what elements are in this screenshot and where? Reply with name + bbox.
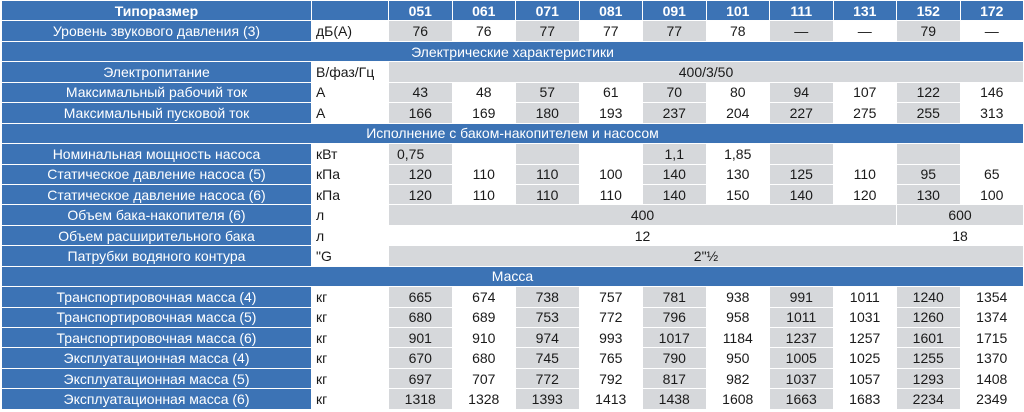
table-cell: 100 [579,164,643,184]
table-cell: 772 [579,307,643,327]
table-cell: 974 [516,328,580,348]
table-cell [770,144,834,164]
table-cell: 781 [643,287,707,307]
table-cell [579,144,643,164]
table-cell: 1057 [833,368,897,388]
model-051: 051 [389,1,453,21]
row-unit: л [312,225,389,245]
table-cell: 275 [833,103,897,123]
row-pump-pressure-5 [2,164,1024,184]
table-cell: 1663 [770,389,834,409]
table-cell: 600 [897,205,1024,225]
table-cell: 1,85 [706,144,770,164]
model-061: 061 [452,1,516,21]
row-label: Статическое давление насоса (5) [2,164,312,184]
table-cell: 796 [643,307,707,327]
table-cell: 689 [452,307,516,327]
table-cell: 57 [516,82,580,102]
table-cell [833,144,897,164]
table-cell: 400/3/50 [389,62,1024,82]
table-cell: 76 [452,21,516,41]
table-cell: 1601 [897,328,961,348]
table-cell: 79 [897,21,961,41]
row-unit: л [312,205,389,225]
table-cell: 950 [706,348,770,368]
table-cell: 1260 [897,307,961,327]
table-cell: 901 [389,328,453,348]
row-label: Электропитание [2,62,312,82]
table-cell: 169 [452,103,516,123]
table-cell: 1393 [516,389,580,409]
row-expansion-volume [2,225,1024,245]
table-cell: 100 [960,184,1024,204]
row-unit: кг [312,328,389,348]
table-cell: 1031 [833,307,897,327]
table-cell: 110 [516,184,580,204]
table-cell: 1037 [770,368,834,388]
table-cell: 400 [389,205,897,225]
table-cell: 1293 [897,368,961,388]
row-operating-4 [2,348,1024,368]
row-operating-5 [2,368,1024,388]
table-cell: 753 [516,307,580,327]
table-cell: 1257 [833,328,897,348]
row-unit: кг [312,287,389,307]
table-cell [960,144,1024,164]
row-operating-6 [2,389,1024,409]
table-cell [516,144,580,164]
table-cell: 70 [643,82,707,102]
table-cell: 140 [643,184,707,204]
row-unit: дБ(А) [312,21,389,41]
table-cell: 765 [579,348,643,368]
row-unit: кг [312,307,389,327]
table-cell: 1005 [770,348,834,368]
table-cell: 817 [643,368,707,388]
row-transport-4 [2,287,1024,307]
table-cell: 107 [833,82,897,102]
table-cell: 1413 [579,389,643,409]
table-cell: 757 [579,287,643,307]
table-cell: 140 [643,164,707,184]
model-101: 101 [706,1,770,21]
spec-table [1,0,1024,410]
model-172: 172 [960,1,1024,21]
table-cell: 180 [516,103,580,123]
model-081: 081 [579,1,643,21]
table-cell: 313 [960,103,1024,123]
table-cell: 1408 [960,368,1024,388]
table-cell: 1025 [833,348,897,368]
table-cell: 77 [643,21,707,41]
table-cell: 227 [770,103,834,123]
table-cell: — [833,21,897,41]
row-unit: кПа [312,184,389,204]
header-unit [312,1,389,21]
table-cell: 674 [452,287,516,307]
header-label: Типоразмер [2,1,312,21]
table-cell: 1017 [643,328,707,348]
row-start-current [2,103,1024,123]
table-cell: 0,75 [389,144,453,164]
table-cell: 2349 [960,389,1024,409]
table-cell: — [960,21,1024,41]
table-cell: 1,1 [643,144,707,164]
table-cell: 140 [770,184,834,204]
table-cell: 680 [389,307,453,327]
table-cell: 772 [516,368,580,388]
table-cell: 18 [897,225,1024,245]
row-pipes [2,246,1024,266]
table-cell: 150 [706,184,770,204]
table-cell: 1255 [897,348,961,368]
table-cell: 792 [579,368,643,388]
row-label: Объем бака-накопителя (6) [2,205,312,225]
table-cell: 78 [706,21,770,41]
row-unit: кВт [312,144,389,164]
model-111: 111 [770,1,834,21]
table-cell: 110 [833,164,897,184]
row-unit: В/фаз/Гц [312,62,389,82]
table-cell: 1240 [897,287,961,307]
table-cell [897,144,961,164]
row-unit: "G [312,246,389,266]
row-label: Транспортировочная масса (5) [2,307,312,327]
row-label: Максимальный рабочий ток [2,82,312,102]
table-cell: 122 [897,82,961,102]
section-title: Электрические характеристики [2,41,1024,61]
row-transport-5 [2,307,1024,327]
row-label: Эксплуатационная масса (4) [2,348,312,368]
table-cell: 120 [389,184,453,204]
table-cell: 1184 [706,328,770,348]
table-cell: 77 [579,21,643,41]
table-cell: 680 [452,348,516,368]
row-unit: кг [312,368,389,388]
row-label: Эксплуатационная масса (5) [2,368,312,388]
model-071: 071 [516,1,580,21]
table-cell: 1328 [452,389,516,409]
model-152: 152 [897,1,961,21]
row-label: Транспортировочная масса (4) [2,287,312,307]
table-cell: 738 [516,287,580,307]
table-cell: 193 [579,103,643,123]
table-cell: 1354 [960,287,1024,307]
section-row [2,123,1024,143]
row-label: Уровень звукового давления (3) [2,21,312,41]
table-cell: 1608 [706,389,770,409]
table-cell: 204 [706,103,770,123]
table-cell: 1438 [643,389,707,409]
table-cell: 982 [706,368,770,388]
table-cell: 993 [579,328,643,348]
row-max-current [2,82,1024,102]
section-row [2,266,1024,286]
table-cell: 910 [452,328,516,348]
table-cell: 130 [706,164,770,184]
table-cell: 65 [960,164,1024,184]
table-cell: 1374 [960,307,1024,327]
section-row [2,41,1024,61]
row-tank-volume [2,205,1024,225]
row-label: Номинальная мощность насоса [2,144,312,164]
row-sound-pressure [2,21,1024,41]
table-cell: 77 [516,21,580,41]
row-unit: кг [312,348,389,368]
table-cell: 61 [579,82,643,102]
row-label: Максимальный пусковой ток [2,103,312,123]
table-cell: 80 [706,82,770,102]
table-cell: 12 [389,225,897,245]
row-unit: кПа [312,164,389,184]
table-cell: — [770,21,834,41]
table-cell: 1237 [770,328,834,348]
table-cell: 1011 [833,287,897,307]
table-cell: 237 [643,103,707,123]
row-label: Объем расширительного бака [2,225,312,245]
table-cell: 110 [452,184,516,204]
row-label: Статическое давление насоса (6) [2,184,312,204]
table-cell: 76 [389,21,453,41]
table-cell: 2"½ [389,246,1024,266]
row-pump-power [2,144,1024,164]
section-title: Масса [2,266,1024,286]
table-cell: 697 [389,368,453,388]
table-cell [452,144,516,164]
table-cell: 938 [706,287,770,307]
table-cell: 707 [452,368,516,388]
table-cell: 95 [897,164,961,184]
table-cell: 991 [770,287,834,307]
table-cell: 94 [770,82,834,102]
header-row [2,1,1024,21]
table-cell: 120 [389,164,453,184]
table-cell: 790 [643,348,707,368]
table-cell: 1715 [960,328,1024,348]
row-unit: кг [312,389,389,409]
row-power-supply [2,62,1024,82]
model-091: 091 [643,1,707,21]
row-unit: А [312,82,389,102]
table-cell: 110 [452,164,516,184]
table-cell: 1318 [389,389,453,409]
row-pump-pressure-6 [2,184,1024,204]
row-unit: А [312,103,389,123]
table-cell: 665 [389,287,453,307]
table-cell: 1370 [960,348,1024,368]
table-cell: 958 [706,307,770,327]
table-cell: 146 [960,82,1024,102]
table-cell: 110 [579,184,643,204]
table-cell: 745 [516,348,580,368]
row-label: Эксплуатационная масса (6) [2,389,312,409]
row-transport-6 [2,328,1024,348]
table-cell: 1683 [833,389,897,409]
table-cell: 1011 [770,307,834,327]
model-131: 131 [833,1,897,21]
table-cell: 120 [833,184,897,204]
table-cell: 43 [389,82,453,102]
table-cell: 166 [389,103,453,123]
table-cell: 48 [452,82,516,102]
table-cell: 2234 [897,389,961,409]
table-cell: 670 [389,348,453,368]
table-cell: 110 [516,164,580,184]
row-label: Патрубки водяного контура [2,246,312,266]
table-cell: 255 [897,103,961,123]
row-label: Транспортировочная масса (6) [2,328,312,348]
table-cell: 125 [770,164,834,184]
section-title: Исполнение с баком-накопителем и насосом [2,123,1024,143]
table-cell: 130 [897,184,961,204]
